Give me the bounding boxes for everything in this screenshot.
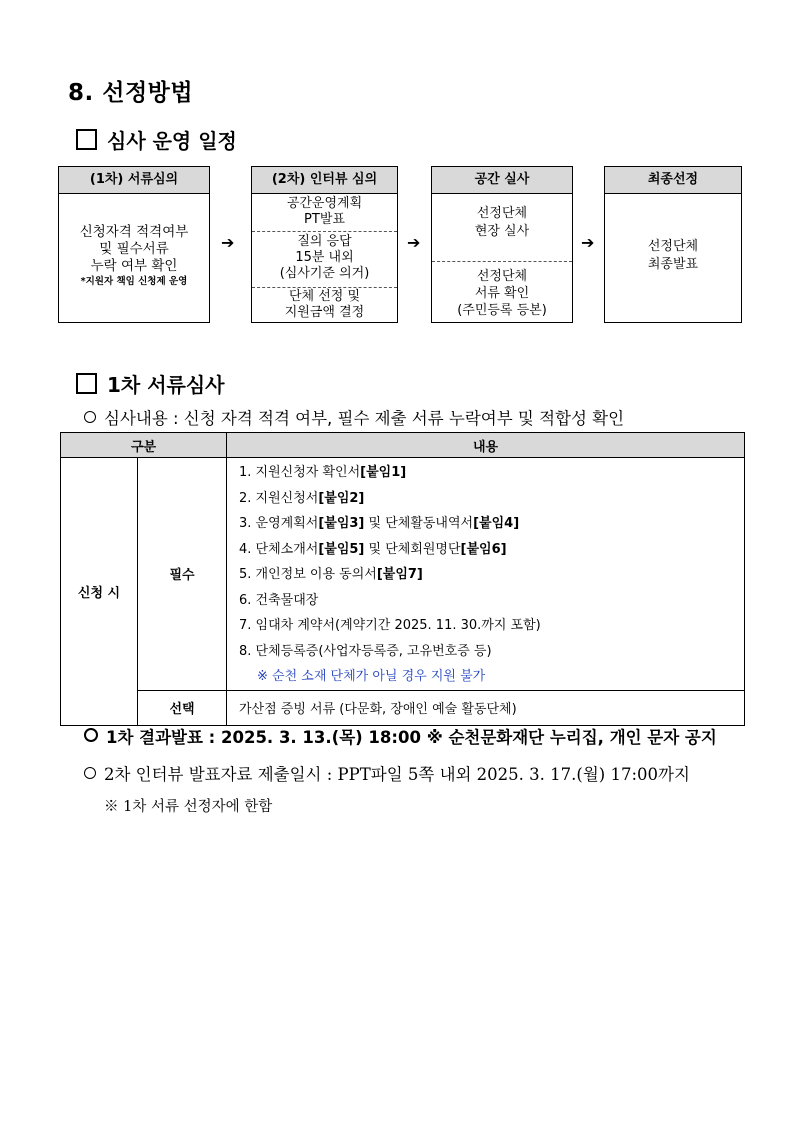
step4-title: 최종선정 <box>605 167 741 194</box>
result-announcement: 1차 결과발표 : 2025. 3. 13.(목) 18:00 ※ 순천문화재단 누리집, 개인 문자 공지 <box>84 724 717 748</box>
list-item: 3. 운영계획서[붙임3] 및 단체활동내역서[붙임4] <box>239 516 520 531</box>
review-description: 심사내용 : 신청 자격 적격 여부, 필수 제출 서류 누락여부 및 적합성 확인 <box>84 405 624 429</box>
step3-box <box>431 166 573 323</box>
required-label: 필수 <box>138 458 227 691</box>
list-item: 2. 지원신청서[붙임2] <box>239 490 365 506</box>
step2-line: 15분 내외 <box>295 250 354 265</box>
step2-line: 질의 응답 <box>297 234 352 249</box>
header-content: 내용 <box>227 433 745 458</box>
circle-bullet-icon <box>84 411 96 423</box>
step2-title: (2차) 인터뷰 심의 <box>252 167 397 194</box>
step3-line: 서류 확인 <box>474 286 530 301</box>
checkbox-square-icon <box>76 129 97 150</box>
step3-line: (주민등록 등본) <box>457 303 547 318</box>
step1-line: 및 필수서류 <box>99 241 169 257</box>
step4-line: 최종발표 <box>647 257 699 272</box>
schedule-heading: 심사 운영 일정 <box>76 125 237 154</box>
arrow-right-icon: ➔ <box>221 233 235 252</box>
step1-line: 신청자격 적격여부 <box>79 224 189 240</box>
circle-bullet-icon <box>84 767 96 779</box>
step3-line: 선정단체 <box>476 269 528 284</box>
list-item: 7. 임대차 계약서(계약기간 2025. 11. 30.까지 포함) <box>239 618 541 633</box>
list-item: 6. 건축물대장 <box>239 592 319 608</box>
section-title: 8. 선정방법 <box>68 80 194 106</box>
arrow-right-icon: ➔ <box>581 233 595 252</box>
step3-title: 공간 실사 <box>432 167 572 194</box>
step2-line: 공간운영계획 <box>286 196 363 211</box>
interview-submission: 2차 인터뷰 발표자료 제출일시 : PPT파일 5쪽 내외 2025. 3. 17.(월) 17:00까지 <box>84 761 690 785</box>
header-category: 구분 <box>61 433 227 458</box>
step4-box <box>604 166 742 323</box>
step2-line: (심사기준 의거) <box>279 266 370 281</box>
circle-bullet-icon <box>84 728 98 742</box>
step2-line: 단체 선정 및 <box>288 289 361 304</box>
step2-line: PT발표 <box>304 212 345 227</box>
list-item: 1. 지원신청자 확인서[붙임1] <box>239 465 407 480</box>
required-note: ※ 순천 소재 단체가 아닐 경우 지원 불가 <box>257 669 486 684</box>
step3-line: 현장 실사 <box>474 224 530 239</box>
row-label-apply: 신청 시 <box>61 458 138 726</box>
optional-item: 가산점 증빙 서류 (다문화, 장애인 예술 활동단체) <box>227 690 745 725</box>
optional-label: 선택 <box>138 690 227 725</box>
step1-note: *지원자 책임 신청제 운영 <box>80 276 188 287</box>
review-heading: 1차 서류심사 <box>76 369 224 398</box>
step1-title: (1차) 서류심의 <box>59 167 209 194</box>
list-item: 4. 단체소개서[붙임5] 및 단체회원명단[붙임6] <box>239 541 507 557</box>
interview-note: ※ 1차 서류 선정자에 한함 <box>104 799 273 815</box>
step1-box <box>58 166 210 323</box>
step2-box <box>251 166 398 323</box>
step2-line: 지원금액 결정 <box>284 305 365 320</box>
list-item: 8. 단체등록증(사업자등록증, 고유번호증 등) <box>239 643 492 659</box>
step3-line: 선정단체 <box>476 206 528 221</box>
step1-line: 누락 여부 확인 <box>90 258 178 274</box>
step4-line: 선정단체 <box>647 239 699 254</box>
arrow-right-icon: ➔ <box>407 233 421 252</box>
requirements-table <box>60 432 745 726</box>
checkbox-square-icon <box>76 373 97 394</box>
required-items-cell <box>227 458 745 691</box>
list-item: 5. 개인정보 이용 동의서[붙임7] <box>239 567 423 582</box>
